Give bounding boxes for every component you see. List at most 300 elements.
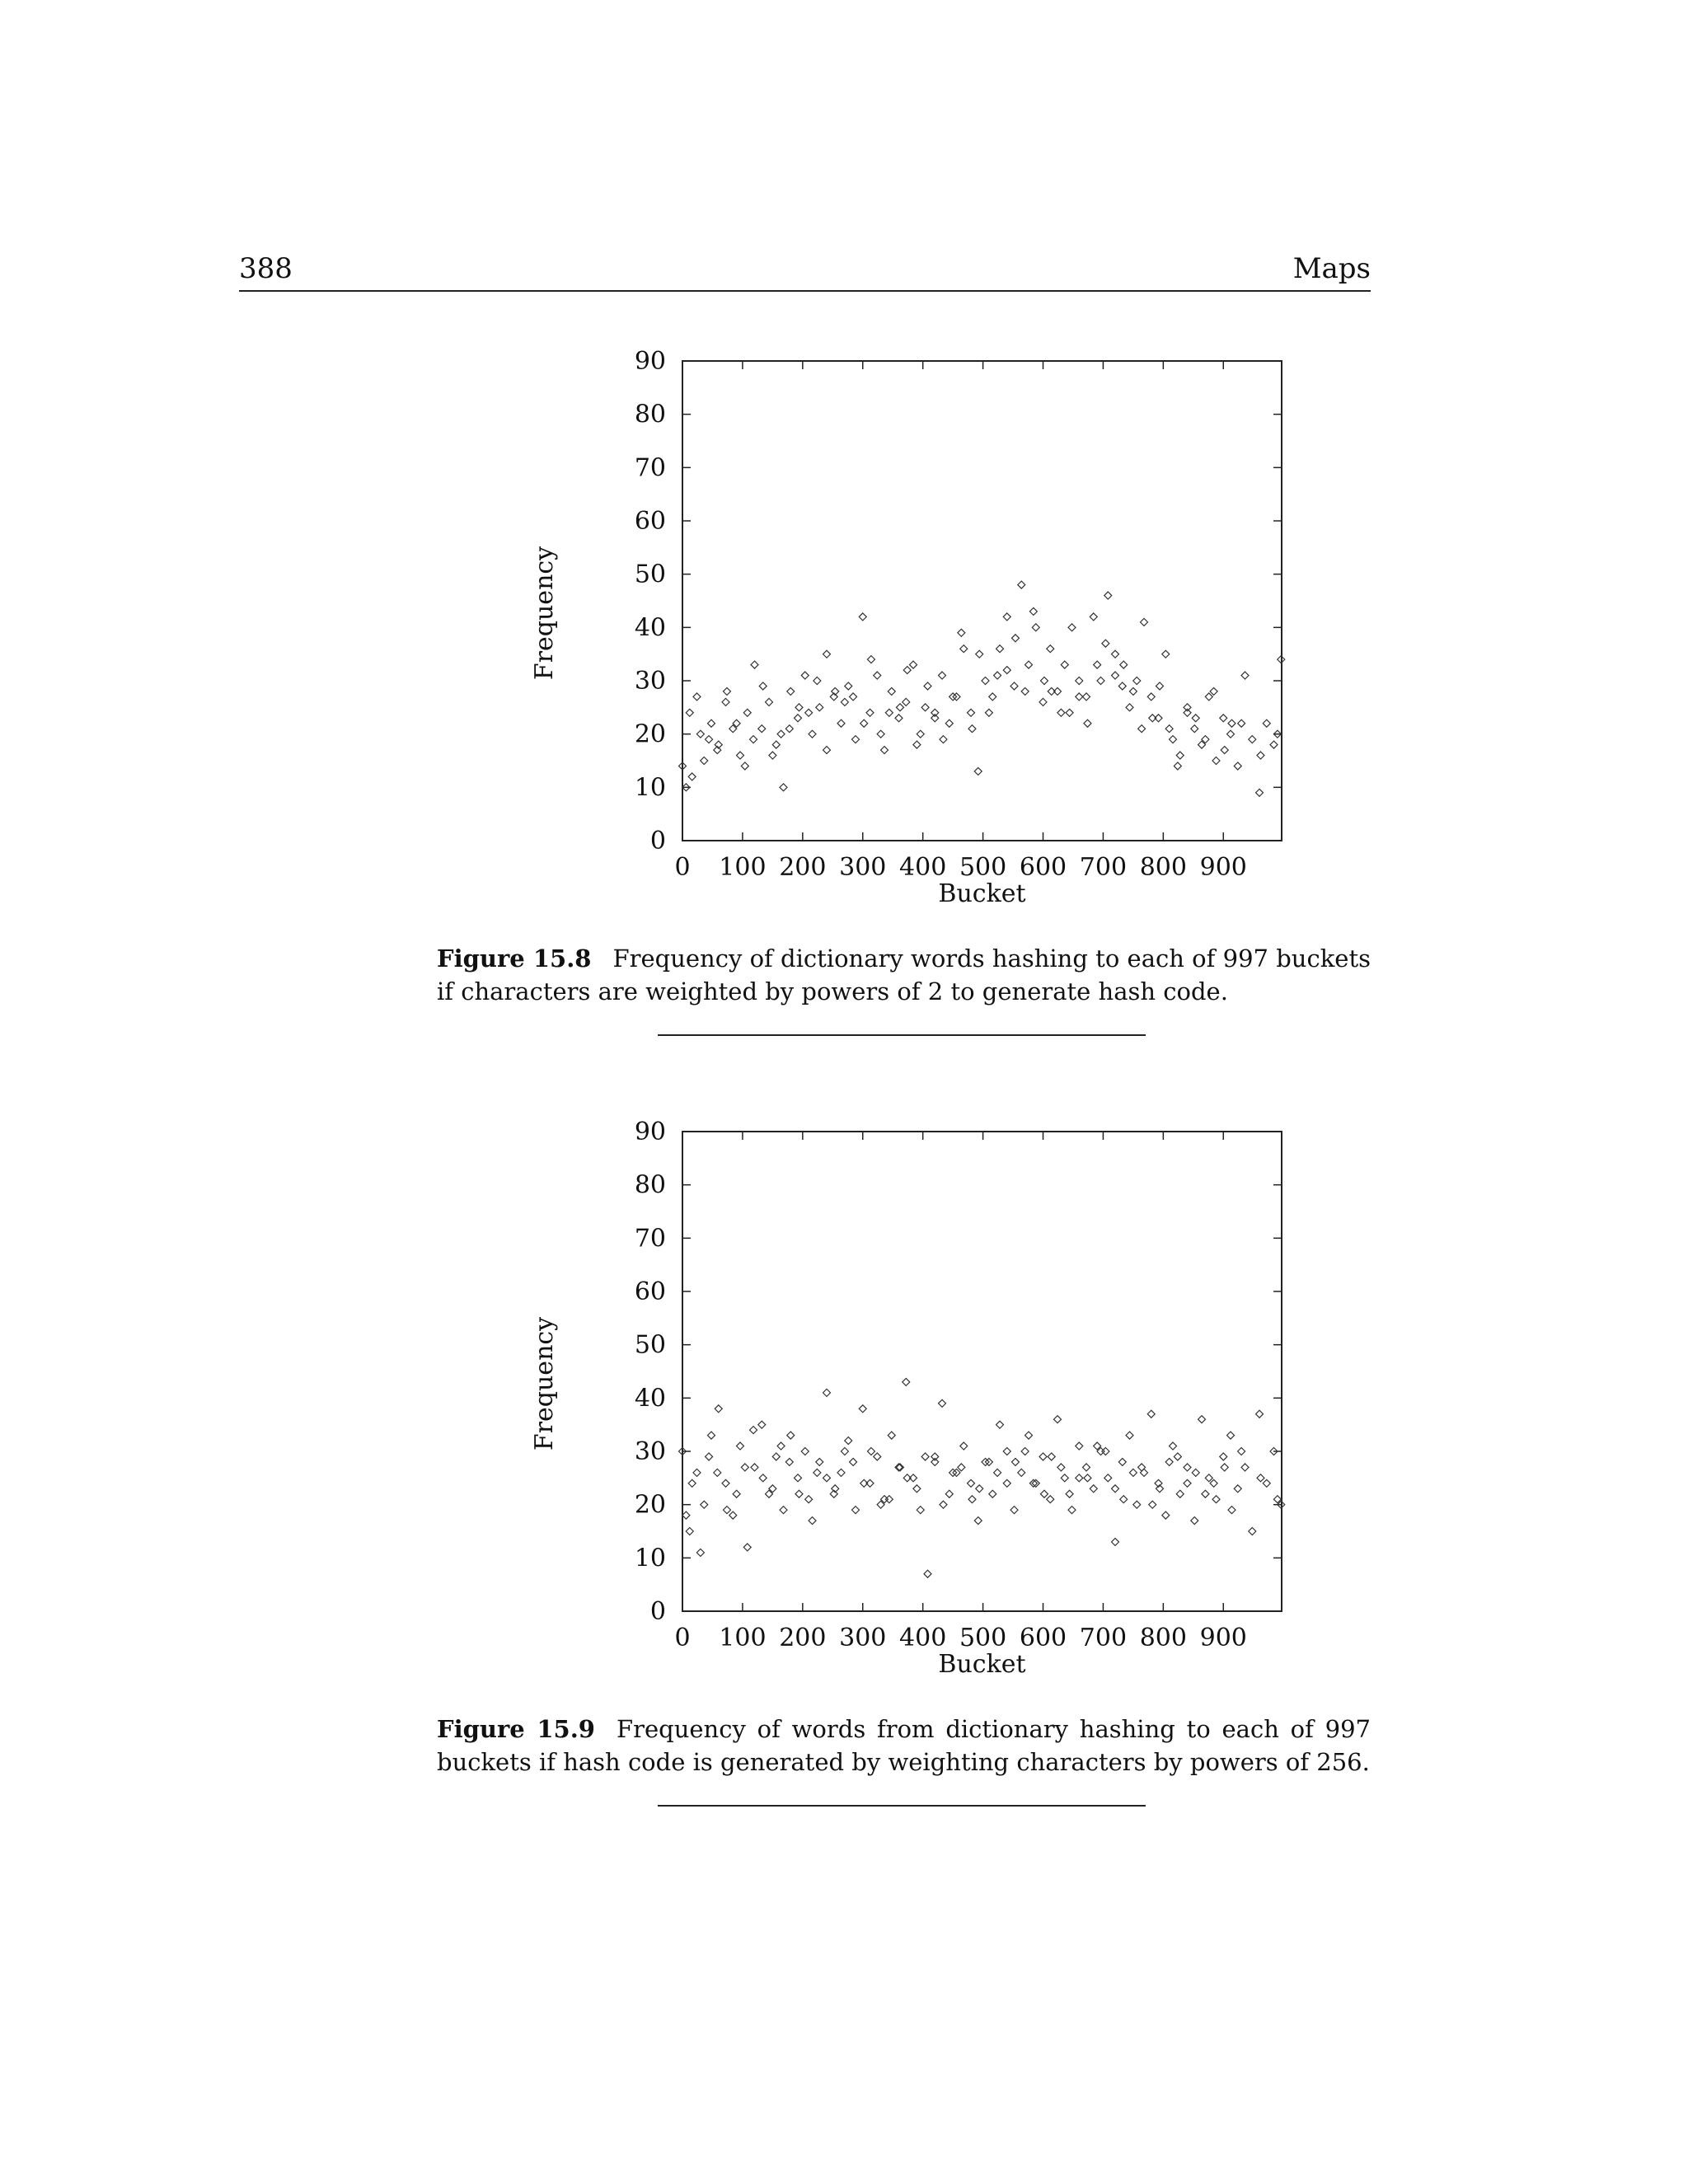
data-point (1212, 757, 1220, 765)
data-point (1068, 624, 1076, 631)
data-point (750, 1427, 757, 1434)
data-point (968, 725, 976, 733)
data-point (1010, 682, 1018, 690)
data-point (1010, 1507, 1018, 1514)
data-point (708, 1432, 715, 1439)
figure-15-8-caption (437, 942, 1371, 1008)
data-point (903, 667, 911, 674)
data-point (885, 709, 893, 716)
data-point (1011, 1458, 1019, 1465)
data-point (708, 719, 715, 727)
x-tick-label: 200 (779, 853, 827, 882)
data-point (841, 698, 848, 705)
data-point (1174, 1453, 1181, 1460)
data-point (1227, 730, 1235, 738)
x-tick-label: 300 (839, 853, 887, 882)
data-point (940, 736, 947, 743)
y-tick-label: 80 (634, 1170, 666, 1200)
figure-label: Figure 15.9 (437, 1715, 595, 1743)
data-point (1076, 677, 1083, 685)
data-point (1176, 752, 1184, 759)
data-point (693, 1469, 701, 1476)
data-point (994, 1469, 1001, 1476)
data-point (1165, 1458, 1173, 1465)
data-point (958, 629, 965, 636)
data-point (850, 693, 857, 701)
data-point (780, 1507, 787, 1514)
data-point (1040, 1490, 1048, 1497)
data-point (706, 1453, 713, 1460)
data-point (743, 1544, 751, 1551)
data-point (1118, 1458, 1126, 1465)
x-tick-label: 600 (1019, 853, 1067, 882)
data-point (1162, 1511, 1170, 1519)
data-point (795, 715, 802, 722)
x-tick-label: 400 (899, 853, 947, 882)
data-point (1104, 1474, 1112, 1482)
data-point (1212, 1496, 1220, 1503)
data-point (1104, 592, 1112, 599)
data-point (1234, 1485, 1241, 1493)
data-point (960, 645, 968, 653)
y-tick-label: 30 (634, 667, 666, 696)
data-point (1263, 1479, 1270, 1487)
page-number: 388 (239, 252, 293, 285)
x-tick-label: 700 (1079, 853, 1128, 882)
data-point (968, 1479, 975, 1487)
data-point (939, 672, 946, 679)
y-tick-label: 80 (634, 400, 666, 429)
data-point (1270, 741, 1278, 748)
scatter-plot (511, 330, 1335, 907)
data-point (877, 730, 884, 738)
data-point (814, 1469, 821, 1476)
data-point (780, 784, 787, 791)
data-point (1040, 677, 1048, 685)
data-point (996, 645, 1004, 653)
y-tick-label: 20 (634, 719, 666, 749)
data-point (931, 1453, 939, 1460)
data-point (809, 730, 816, 738)
data-point (741, 762, 748, 770)
data-point (1003, 613, 1010, 621)
data-point (696, 1549, 704, 1556)
data-point (766, 698, 773, 705)
data-point (1141, 618, 1148, 626)
data-point (896, 704, 903, 711)
data-point (867, 1448, 874, 1455)
data-point (1112, 1485, 1119, 1493)
data-point (1257, 1474, 1264, 1482)
x-tick-label: 200 (779, 1624, 827, 1652)
data-point (688, 1479, 696, 1487)
x-tick-label: 900 (1199, 1624, 1247, 1652)
data-point (913, 741, 921, 748)
x-tick-label: 100 (719, 853, 767, 882)
x-tick-label: 900 (1199, 853, 1247, 882)
data-point (921, 1453, 929, 1460)
data-point (1202, 1490, 1209, 1497)
data-point (903, 1378, 910, 1385)
y-tick-label: 70 (634, 1224, 666, 1254)
data-point (686, 1528, 693, 1535)
data-point (1076, 693, 1083, 701)
data-point (805, 709, 813, 716)
data-point (1133, 1501, 1141, 1508)
data-point (1061, 1474, 1068, 1482)
data-point (931, 1458, 939, 1465)
data-point (1184, 1464, 1191, 1471)
data-point (772, 741, 780, 748)
data-point (1102, 1448, 1109, 1455)
data-point (1129, 687, 1137, 695)
data-point (837, 1469, 845, 1476)
data-point (874, 672, 881, 679)
data-point (1234, 762, 1241, 770)
data-point (1147, 693, 1155, 701)
data-point (722, 1479, 729, 1487)
data-point (701, 1501, 708, 1508)
data-point (1003, 1448, 1010, 1455)
data-point (723, 1507, 730, 1514)
data-point (989, 693, 996, 701)
data-point (1263, 719, 1270, 727)
data-point (737, 1442, 744, 1450)
data-point (1220, 1453, 1227, 1460)
data-point (823, 1474, 831, 1482)
figure-15-8-plot (511, 330, 1335, 907)
data-point (837, 719, 845, 727)
data-point (874, 1453, 881, 1460)
data-point (1228, 1507, 1236, 1514)
data-point (1120, 661, 1128, 668)
separator-rule (658, 1805, 1146, 1807)
data-point (976, 1485, 983, 1493)
data-point (1176, 1490, 1184, 1497)
data-point (1021, 687, 1029, 695)
data-point (743, 709, 751, 716)
data-point (945, 719, 953, 727)
data-point (931, 709, 939, 716)
data-point (917, 730, 924, 738)
data-point (1256, 1410, 1264, 1418)
data-point (1221, 747, 1228, 754)
data-point (1048, 1453, 1055, 1460)
y-tick-label: 0 (649, 827, 666, 855)
data-point (1149, 1501, 1156, 1508)
data-point (1184, 709, 1191, 716)
data-point (1238, 1448, 1245, 1455)
data-point (1210, 687, 1217, 695)
data-point (1011, 635, 1019, 642)
x-tick-label: 500 (959, 1624, 1007, 1652)
data-point (1039, 698, 1047, 705)
data-point (1083, 693, 1090, 701)
data-point (1192, 715, 1199, 722)
data-point (924, 682, 931, 690)
data-point (881, 747, 889, 754)
data-point (888, 1432, 895, 1439)
data-point (859, 613, 866, 621)
data-point (1066, 709, 1073, 716)
data-point (924, 1570, 931, 1577)
scatter-plot (511, 1100, 1335, 1677)
x-tick-label: 0 (674, 1624, 691, 1652)
data-point (1018, 1469, 1025, 1476)
y-axis-label: Frequency (530, 1316, 559, 1451)
data-point (785, 725, 793, 733)
y-tick-label: 40 (634, 613, 666, 643)
caption-text: Frequency of dictionary words hashing to each of 997 buckets if characters are weighted by powers of 2 to generate hash code. (437, 944, 1371, 1005)
data-point (1205, 693, 1212, 701)
data-point (1068, 1507, 1076, 1514)
y-tick-label: 70 (634, 453, 666, 483)
data-point (1083, 1464, 1090, 1471)
data-point (795, 1474, 802, 1482)
x-axis-label: Bucket (938, 879, 1026, 907)
data-point (758, 725, 766, 733)
data-point (867, 656, 874, 663)
data-point (714, 1469, 721, 1476)
data-point (1198, 1416, 1206, 1423)
y-tick-label: 50 (634, 560, 666, 589)
data-point (1133, 677, 1141, 685)
data-point (750, 736, 757, 743)
data-point (1256, 789, 1264, 796)
data-point (1228, 719, 1236, 727)
data-point (841, 1448, 848, 1455)
data-point (787, 1432, 795, 1439)
data-point (1170, 736, 1177, 743)
data-point (1084, 719, 1091, 727)
data-point (974, 1517, 982, 1525)
data-point (729, 1511, 737, 1519)
data-point (769, 752, 776, 759)
data-point (852, 1507, 860, 1514)
data-point (1241, 672, 1249, 679)
data-point (960, 1442, 968, 1450)
data-point (989, 1490, 996, 1497)
data-point (1118, 682, 1126, 690)
data-point (968, 1496, 976, 1503)
data-point (913, 1485, 921, 1493)
data-point (939, 1399, 946, 1407)
data-point (688, 773, 696, 780)
data-point (785, 1458, 793, 1465)
data-point (1138, 1464, 1146, 1471)
data-point (968, 709, 975, 716)
data-point (1147, 1410, 1155, 1418)
data-point (686, 709, 693, 716)
figure-label: Figure 15.8 (437, 944, 592, 972)
data-point (917, 1507, 924, 1514)
data-point (1191, 1517, 1198, 1525)
y-tick-label: 40 (634, 1384, 666, 1413)
data-point (1112, 650, 1119, 658)
data-point (1241, 1464, 1249, 1471)
data-point (759, 1474, 767, 1482)
data-point (1184, 704, 1191, 711)
y-tick-label: 0 (649, 1597, 666, 1626)
data-point (823, 1389, 831, 1396)
data-point (1174, 762, 1181, 770)
data-point (814, 677, 821, 685)
data-point (1057, 709, 1065, 716)
data-point (777, 1442, 785, 1450)
data-point (1191, 725, 1198, 733)
data-point (1039, 1453, 1047, 1460)
data-point (860, 719, 868, 727)
data-point (985, 709, 992, 716)
data-point (759, 682, 767, 690)
data-point (1126, 704, 1133, 711)
plot-frame (682, 361, 1282, 841)
y-tick-label: 30 (634, 1437, 666, 1466)
data-point (723, 687, 730, 695)
data-point (1249, 1528, 1256, 1535)
data-point (1047, 645, 1054, 653)
data-point (737, 752, 744, 759)
data-point (801, 672, 809, 679)
data-point (1210, 1479, 1217, 1487)
data-point (859, 1405, 866, 1413)
data-point (816, 1458, 823, 1465)
x-axis-label: Bucket (938, 1650, 1026, 1677)
data-point (1029, 607, 1037, 615)
figure-15-9-caption (437, 1713, 1371, 1779)
data-point (751, 1464, 758, 1471)
data-point (701, 757, 708, 765)
data-point (772, 1453, 780, 1460)
data-point (823, 747, 831, 754)
data-point (693, 693, 701, 701)
data-point (1094, 661, 1101, 668)
data-point (845, 1437, 852, 1445)
data-point (787, 687, 795, 695)
data-point (903, 698, 910, 705)
data-point (945, 1490, 953, 1497)
data-point (845, 682, 852, 690)
data-point (1138, 725, 1146, 733)
data-point (809, 1517, 816, 1525)
data-point (1057, 1464, 1065, 1471)
x-tick-label: 700 (1079, 1624, 1128, 1652)
y-tick-label: 90 (634, 1118, 666, 1146)
data-point (758, 1421, 766, 1428)
separator-rule (658, 1034, 1146, 1036)
x-tick-label: 0 (674, 853, 691, 882)
y-axis-label: Frequency (530, 546, 559, 681)
data-point (777, 730, 785, 738)
data-point (696, 730, 704, 738)
data-point (1205, 1474, 1212, 1482)
y-tick-label: 10 (634, 1544, 666, 1573)
data-point (1047, 1496, 1054, 1503)
x-tick-label: 800 (1139, 1624, 1187, 1652)
x-tick-label: 600 (1019, 1624, 1067, 1652)
data-point (795, 704, 803, 711)
data-point (1126, 1432, 1133, 1439)
data-point (1192, 1469, 1199, 1476)
data-point (1090, 1485, 1097, 1493)
data-point (1018, 581, 1025, 588)
data-point (850, 1458, 857, 1465)
data-point (921, 704, 929, 711)
data-point (1076, 1474, 1083, 1482)
data-point (1220, 715, 1227, 722)
data-point (1003, 1479, 1010, 1487)
data-point (910, 661, 917, 668)
data-point (958, 1464, 965, 1471)
data-point (1170, 1442, 1177, 1450)
data-point (931, 715, 939, 722)
x-tick-label: 100 (719, 1624, 767, 1652)
data-point (1221, 1464, 1228, 1471)
data-point (1112, 672, 1119, 679)
data-point (1090, 613, 1097, 621)
data-point (1141, 1469, 1148, 1476)
data-point (722, 698, 729, 705)
data-point (1120, 1496, 1128, 1503)
x-tick-label: 400 (899, 1624, 947, 1652)
running-head: Maps (1292, 252, 1371, 285)
data-point (996, 1421, 1004, 1428)
data-point (1032, 1479, 1039, 1487)
data-point (1021, 1448, 1029, 1455)
data-point (801, 1448, 809, 1455)
data-point (805, 1496, 813, 1503)
data-point (1227, 1432, 1235, 1439)
data-point (1165, 725, 1173, 733)
x-tick-label: 300 (839, 1624, 887, 1652)
data-point (706, 736, 713, 743)
data-point (1025, 661, 1033, 668)
data-point (1032, 624, 1039, 631)
x-tick-label: 500 (959, 853, 1007, 882)
data-point (1076, 1442, 1083, 1450)
data-point (1003, 667, 1010, 674)
data-point (1162, 650, 1170, 658)
data-point (888, 687, 895, 695)
data-point (994, 672, 1001, 679)
data-point (1184, 1479, 1191, 1487)
data-point (1129, 1469, 1137, 1476)
data-point (1054, 1416, 1062, 1423)
data-point (852, 736, 860, 743)
data-point (866, 709, 874, 716)
data-point (795, 1490, 803, 1497)
x-tick-label: 800 (1139, 853, 1187, 882)
data-point (1084, 1474, 1091, 1482)
data-point (715, 1405, 722, 1413)
data-point (974, 767, 982, 775)
y-tick-label: 60 (634, 1277, 666, 1306)
data-point (1097, 677, 1104, 685)
figure-15-9-plot (511, 1100, 1335, 1677)
data-point (823, 650, 831, 658)
y-tick-label: 90 (634, 347, 666, 376)
data-point (885, 1496, 893, 1503)
data-point (1029, 1479, 1037, 1487)
y-tick-label: 50 (634, 1330, 666, 1360)
caption-text: Frequency of words from dictionary hashing to each of 997 buckets if hash code is generated by weighting characters by powers of 256. (437, 1715, 1371, 1776)
data-point (940, 1501, 947, 1508)
plot-frame (682, 1132, 1282, 1611)
data-point (1238, 719, 1245, 727)
data-point (982, 677, 989, 685)
data-point (816, 704, 823, 711)
header-rule (239, 290, 1371, 292)
